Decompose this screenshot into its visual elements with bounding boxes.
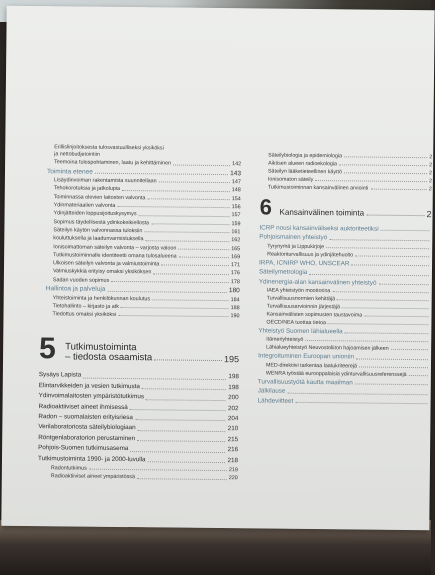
toc-entry-page: 178 (230, 278, 240, 285)
toc-entry-page: 171 (230, 262, 241, 269)
toc-entry-title: Radon – suomalaisten erityisriesa (38, 413, 133, 422)
toc-entry-page: 218 (227, 456, 239, 464)
toc-entry-title: kouluttuksella ja laadunvarmistuksella (53, 235, 144, 243)
leader-dots (139, 215, 230, 217)
toc-entry-title: OECD/NEA tuottaa tietoa (266, 319, 326, 327)
toc-entry-title: Integroituminen Euroopan unioniin (258, 352, 355, 361)
leader-dots (370, 189, 427, 191)
leader-dots (117, 206, 229, 208)
toc-entry-title: Ydinvoimalaitosten ympäristötutkimus (38, 392, 145, 401)
toc-entry-title: Elintarvikkeiden ja vesien tutkimusta (38, 381, 140, 390)
leader-dots (355, 384, 428, 386)
toc-entry-title: Pohjois-Suomen tutkimusasema (38, 444, 129, 453)
leader-dots (326, 247, 429, 249)
toc-entry-title: Jälkilause (257, 387, 286, 395)
toc-entry-title: Itämeriyhteistyö (266, 336, 304, 344)
leader-dots (148, 461, 226, 463)
toc-entry-page: 143 (230, 169, 242, 177)
toc-entry-title: Ionisoimattoman säteilyn valvonta – varjosta valoon (53, 243, 177, 252)
toc-right-bottom-list (258, 223, 432, 407)
toc-entry-title: WENRA työstää eurooppalaisia ydinturvallisuusreferenssejä (265, 370, 407, 378)
leader-dots (161, 265, 229, 267)
toc-entry-page: 216 (227, 446, 239, 454)
toc-entry-title: Sopimus täydellisestä ydinkokeikiellosta (53, 218, 150, 226)
leader-dots (351, 265, 429, 267)
toc-entry-title: Säteilymetrologia (258, 268, 308, 277)
leader-dots (83, 377, 226, 379)
toc-entry-page: 2 (428, 178, 432, 185)
chapter-number: 6 (259, 194, 273, 220)
toc-entry-page: 157 (231, 212, 241, 219)
leader-dots (142, 388, 226, 390)
toc-entry-title: Ydinjätteiden loppusijoituskysymys (53, 210, 137, 218)
toc-entry-title: Toiminta etenee (46, 167, 93, 176)
leader-dots (121, 307, 229, 309)
toc-entry-page: 188 (230, 304, 240, 312)
leader-dots (138, 430, 226, 432)
leader-dots (378, 284, 428, 286)
toc-entry-title: Reaktoriturvallisuus ja ydinjätehuolto (267, 251, 354, 259)
chapter-title-text: Kansainvälinen toiminta (279, 207, 365, 218)
toc-entry-title: Sysäys Lapista (38, 371, 82, 379)
toc-entry-title: Yhteistyö Suomen lähialueella (258, 327, 343, 336)
toc-entry-page: 142 (232, 161, 242, 168)
leader-dots (381, 230, 430, 232)
leader-dots (328, 323, 429, 325)
toc-entry-page: 2 (428, 186, 432, 193)
leader-dots (153, 273, 229, 275)
toc-entry-page: 2 (429, 162, 433, 169)
leader-dots (315, 180, 427, 182)
chapter-page: 2 (426, 209, 432, 220)
leader-dots (144, 231, 229, 233)
leader-dots (107, 290, 227, 292)
toc-entry-page: 165 (231, 245, 241, 252)
toc-entry-title: Kansainvälisten sopimusten taustavoima (266, 311, 363, 319)
toc-entry-title: IRPA, ICNIRP WHO, UNSCEAR (259, 259, 350, 268)
leader-dots (337, 299, 429, 301)
toc-entry-page: 198 (228, 373, 239, 381)
book-page (1, 6, 434, 530)
chapter-page: 195 (223, 354, 240, 365)
toc-entry-title: Sadan vuoden sopimus (52, 277, 110, 284)
toc-left-column (38, 144, 242, 483)
leader-dots (391, 349, 429, 350)
leader-dots (111, 281, 229, 283)
leader-dots (332, 291, 428, 293)
leader-dots (409, 375, 428, 376)
toc-entry-title: Säteilyn lääketieteellinen käyttö (267, 168, 342, 176)
toc-entry-page: 159 (231, 220, 241, 227)
toc-entry-title: Valmiuskykkiä erityisy omaksi yksiköksen (52, 268, 152, 276)
toc-lead-line: ja nettobudjetointiin (54, 151, 100, 158)
toc-lead-line: Erillislinjoitoksesta tulosvastuulliseksi yksiköksi (54, 144, 164, 152)
leader-dots (359, 366, 428, 368)
leader-dots (147, 198, 229, 200)
toc-entry-title: Hallintoa ja palveluja (45, 285, 106, 293)
toc-entry-page: 180 (228, 287, 240, 295)
toc-entry-title: Tietohallinto – kirjasto ja atk (52, 303, 119, 310)
toc-entry-page: 219 (228, 467, 238, 474)
leader-dots (178, 248, 229, 250)
leader-dots (366, 215, 424, 217)
leader-dots (145, 240, 229, 242)
leader-dots (364, 315, 428, 317)
toc-entry-title: Tehokorotuksia ja jatkolupia (53, 185, 121, 193)
leader-dots (95, 173, 228, 175)
leader-dots (130, 451, 225, 453)
toc-entry-title: Toiminnassa olevien laitosten valvonta (53, 194, 146, 202)
chapter-5-heading (39, 331, 239, 365)
toc-entry-title: MED-direktiivi tarkentaa laatukriteerejä (265, 362, 357, 370)
toc-entry-title: Ydinenergia-alan kansainvälinen yhteistyö (258, 277, 377, 287)
toc-entry-page: 220 (228, 475, 238, 482)
toc-entry-title: Tyrynymä ja Lippukirjoje (267, 243, 325, 250)
chapter-6-heading (260, 195, 432, 219)
toc-entry (39, 310, 239, 320)
leader-dots (122, 190, 230, 192)
toc-entry (258, 396, 430, 407)
toc-entry-title: Ionisomaton säteily (267, 176, 314, 183)
leader-dots (146, 399, 226, 401)
toc-entry-page: 2 (429, 154, 433, 161)
chapter-number: 5 (38, 332, 57, 366)
leader-dots (329, 239, 429, 241)
toc-entry-page: 200 (228, 394, 239, 402)
toc-entry-page: 202 (227, 404, 239, 412)
leader-dots (344, 172, 427, 174)
leader-dots (295, 402, 427, 404)
toc-entry (260, 183, 432, 193)
toc-entry-title: Säteilyn käytön valvonnassa tuloksiin (53, 227, 143, 235)
toc-left-top-list (39, 159, 241, 321)
chapter-title-line2: – tiedosta osaamista (64, 351, 153, 364)
leader-dots (159, 182, 230, 184)
toc-entry-page: 215 (227, 435, 239, 443)
toc-entry-title: Radioaktiiviset aineet ihmisessä (38, 402, 128, 411)
leader-dots (339, 164, 427, 166)
toc-right-column (258, 151, 433, 407)
toc-entry-title: Lähialueyhteistyö Neuvostoliiton hajoamisen jälkeen (266, 344, 389, 353)
chapter-title-row (65, 353, 239, 365)
toc-entry-title: Ulkoisen säteilyn valvonta ja valmiustoiminta (53, 260, 160, 268)
toc-entry-title: Teemoina tulospohtaminen, laatu ja kehittäminen (54, 159, 171, 167)
leader-dots (118, 315, 228, 317)
leader-dots (179, 257, 229, 259)
leader-dots (152, 299, 229, 301)
leader-dots (135, 420, 226, 422)
leader-dots (355, 255, 429, 257)
toc-entry-title: Turvallisuusarvioinnin järjestäjä (266, 303, 341, 311)
toc-entry-title: Aiktisen alueen radioekologia (268, 160, 338, 168)
toc-entry-title: Tutkimustoiminnalle identiteetti omana tulosalueena (53, 252, 177, 260)
leader-dots (137, 478, 227, 480)
toc-entry-title: Radontutkimus (50, 465, 87, 472)
toc-entry-title: Pohjoismainen yhteistyö (259, 233, 328, 242)
toc-entry-page: 184 (230, 296, 240, 303)
toc-entry-title: Säteilybiologia ja epidemiologia (268, 152, 343, 160)
chapter-title (59, 343, 239, 365)
toc-entry-page: 176 (230, 270, 240, 277)
toc-entry-title: Turvallisuustyötä kautta maailman (257, 378, 353, 387)
leader-dots (173, 164, 230, 166)
toc-entry-page: 156 (231, 204, 241, 211)
chapter-title-line1: Tutkimustoiminta (65, 341, 137, 354)
toc-entry-title: Tiedottus omaksi yksiköksi (52, 311, 117, 319)
leader-dots (309, 274, 429, 276)
leader-dots (356, 358, 428, 360)
toc-entry-page: 2 (429, 170, 433, 177)
toc-entry-title: Tutkimustoiminnan kansainvälinen arviointi (267, 184, 369, 192)
leader-dots (344, 156, 427, 158)
toc-entry-page: 190 (230, 313, 240, 320)
toc-entry-title: Röntgenlaboratorion perustaminen (38, 433, 136, 442)
toc-entry-title: Tutkimustoiminta 1990- ja 2000-luvulla (37, 454, 146, 463)
toc-entry-page: 148 (231, 187, 241, 194)
toc-entry-page: 198 (228, 383, 239, 392)
toc-entry-title: Lisäydinvoiman rakentamista suunnitellaan (53, 177, 157, 185)
leader-dots (130, 409, 226, 411)
leader-dots (342, 307, 429, 309)
toc-entry-title: ICRP nousi kansainväliseksi auktoriteetiksi (259, 224, 379, 233)
leader-dots (287, 392, 427, 394)
leader-dots (345, 333, 429, 335)
leader-dots (89, 469, 227, 471)
toc-entry-title: Ydinmateriaalien valvonta (53, 202, 116, 209)
toc-entry-page: 204 (227, 415, 239, 423)
toc-entry-title: Lähdeviitteet (257, 396, 294, 405)
toc-entry-page: 162 (231, 237, 241, 244)
toc-entry-page: 147 (231, 179, 241, 186)
toc-entry-title: Yhteistoiminta ja henkilökunnan koulutus (52, 294, 151, 302)
toc-left-bottom-list (38, 371, 239, 483)
toc-entry-title: Turvallisuusnormien kehittäjä (266, 295, 336, 303)
leader-dots (305, 340, 428, 342)
toc-entry-page: 169 (231, 253, 241, 261)
leader-dots (151, 223, 229, 225)
toc-entry-page: 161 (231, 229, 241, 236)
toc-entry-page: 210 (227, 425, 239, 433)
leader-dots (154, 360, 222, 362)
chapter-title (274, 208, 432, 220)
toc-right-top-list (260, 151, 432, 193)
toc-entry-page: 154 (231, 195, 241, 202)
toc-entry-title: Verilaboratoriosta säteilybiologiaan (38, 423, 136, 432)
toc-entry-title: Radioaktiiviset aineet ympäristössä (50, 473, 136, 481)
toc-entry (38, 472, 238, 482)
toc-entry-title: IAEA yhteistyön moottorina (266, 287, 331, 295)
leader-dots (137, 440, 226, 442)
